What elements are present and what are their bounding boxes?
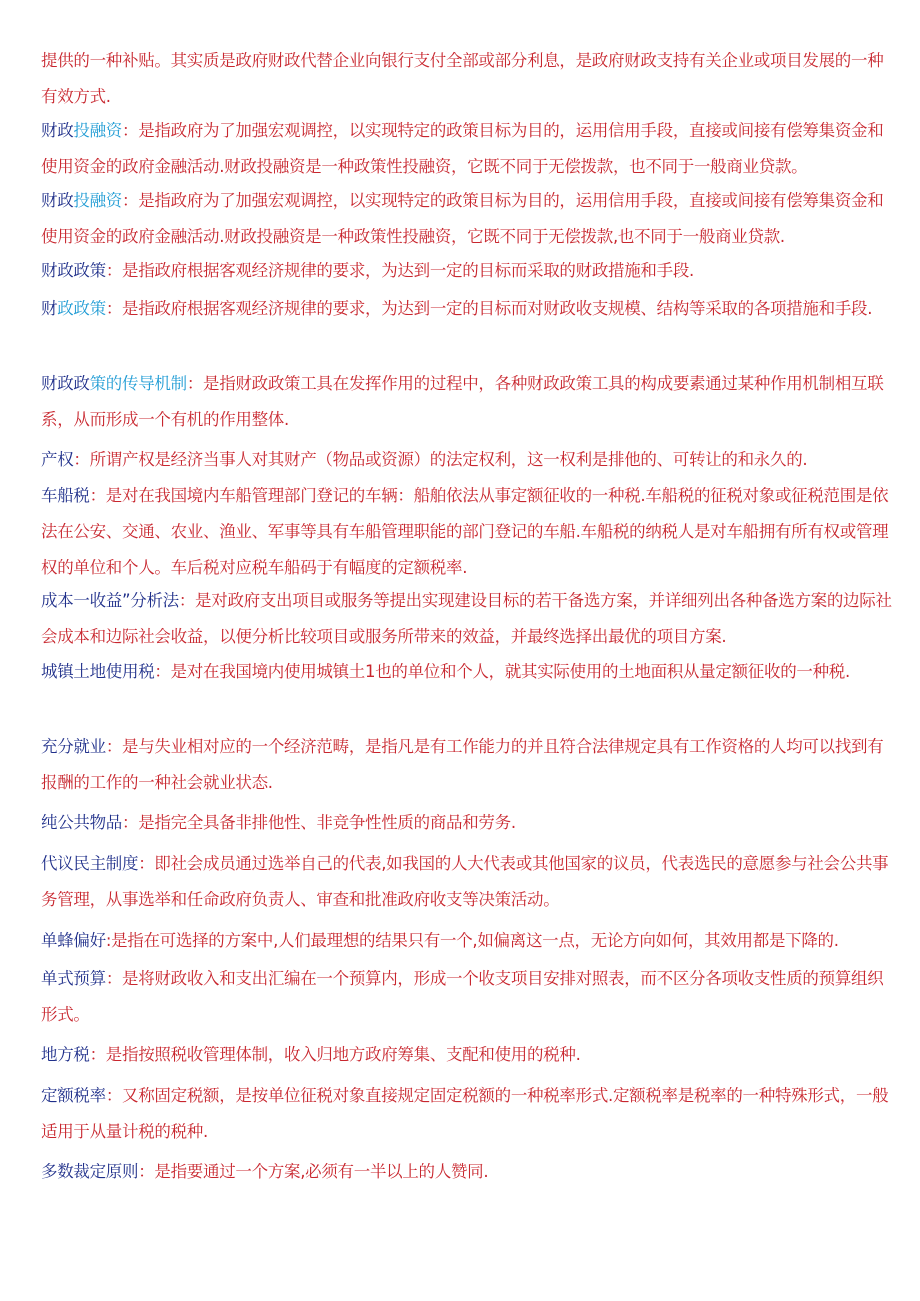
glossary-entry [41,291,893,327]
term: 财政政策 [41,299,106,318]
glossary-entry [41,113,893,185]
glossary-entry [41,442,893,478]
definition: ：是指要通过一个方案,必须有一半以上的人赞同. [138,1162,489,1181]
term: 代议民主制度 [41,854,139,873]
definition: ：是指财政政策工具在发挥作用的过程中，各种财政政策工具的构成要素通过某种作用机制相互联系，从而形成一个有机的作用整体. [41,374,884,429]
term: 财政投融资 [41,191,123,210]
definition: ：又称固定税额，是按单位征税对象直接规定固定税额的一种税率形式.定额税率是税率的一种特殊形式，一般适用于从量计税的税种. [41,1086,889,1141]
term: 定额税率 [41,1086,106,1105]
term: 多数裁定原则 [41,1162,139,1181]
definition: 提供的一种补贴。其实质是政府财政代替企业向银行支付全部或部分利息，是政府财政支持有关企业或项目发展的一种有效方式. [41,51,884,106]
definition: ：是指政府为了加强宏观调控，以实现特定的政策目标为目的，运用信用手段，直接或间接有偿筹集资金和使用资金的政府金融活动.财政投融资是一种政策性投融资，它既不同于无偿拨款，也不同于一般商业贷款。 [41,121,884,176]
glossary-entry [41,1154,893,1190]
glossary-entry [41,478,893,586]
definition: ：是指政府根据客观经济规律的要求，为达到一定的目标而采取的财政措施和手段. [105,261,694,280]
definition: ：是将财政收入和支出汇编在一个预算内，形成一个收支项目安排对照表，而不区分各项收支性质的预算组织形式。 [41,969,884,1024]
glossary-entry [41,1037,893,1073]
definition: ：是指完全具备非排他性、非竞争性性质的商品和劳务. [122,813,516,832]
definition: ：是指政府根据客观经济规律的要求，为达到一定的目标而对财政收支规模、结构等采取的各项措施和手段. [105,299,873,318]
glossary-entry [41,729,893,801]
glossary-entry [41,846,893,918]
term: 成本一收益”分析法 [41,591,179,610]
definition: ：是对政府支出项目或服务等提出实现建设目标的若干备选方案，并详细列出各种备选方案的边际社会成本和边际社会收益，以便分析比较项目或服务所带来的效益，并最终选择出最优的项目方案. [41,591,892,646]
definition: ：是指政府为了加强宏观调控，以实现特定的政策目标为目的，运用信用手段，直接或间接有偿筹集资金和使用资金的政府金融活动.财政投融资是一种政策性投融资，它既不同于无偿拨款,也不同于一般商业贷款. [41,191,884,246]
term: 车船税 [41,486,90,505]
glossary-entry [41,1078,893,1150]
glossary-entry [41,961,893,1033]
term: 地方税 [41,1045,90,1064]
definition: ：是与失业相对应的一个经济范畴，是指凡是有工作能力的并且符合法律规定具有工作资格的人均可以找到有报酬的工作的一种社会就业状态. [41,737,884,792]
term: 纯公共物品 [41,813,123,832]
glossary-entry [41,805,893,841]
term: 单式预算 [41,969,106,988]
term: 充分就业 [41,737,106,756]
definition: ：是指按照税收管理体制，收入归地方政府筹集、支配和使用的税种. [89,1045,581,1064]
term: 财政政策 [41,261,106,280]
glossary-entry [41,183,893,255]
definition: :是指在可选择的方案中,人们最理想的结果只有一个,如偏离这一点，无论方向如何，其效用都是下降的. [105,931,839,950]
term: 财政投融资 [41,121,123,140]
term: 单蜂偏好 [41,931,106,950]
glossary-entry [41,253,893,289]
definition: ：即社会成员通过选举自己的代表,如我国的人大代表或其他国家的议员，代表选民的意愿参与社会公共事务管理，从事选举和任命政府负责人、审查和批准政府收支等决策活动。 [41,854,889,909]
definition: ：是对在我国境内车船管理部门登记的车辆：船舶依法从事定额征收的一种税.车船税的征税对象或征税范围是依法在公安、交通、农业、渔业、军事等具有车船管理职能的部门登记的车船.车船税的纳税人是对车船拥有所有权或管理权的单位和个人。车后税对应税车船码于有幅度的定额税率. [41,486,889,577]
term: 产权 [41,450,74,469]
term: 城镇土地使用税 [41,662,155,681]
glossary-entry [41,923,893,959]
glossary-entry [41,366,893,438]
definition: ：是对在我国境内使用城镇土1也的单位和个人，就其实际使用的土地面积从量定额征收的一种税. [154,662,850,681]
term: 财政政策的传导机制 [41,374,187,393]
definition: ：所谓产权是经济当事人对其财产（物品或资源）的法定权利，这一权利是排他的、可转让的和永久的. [73,450,808,469]
glossary-entry [41,43,893,115]
glossary-entry [41,654,893,690]
glossary-entry [41,583,893,655]
